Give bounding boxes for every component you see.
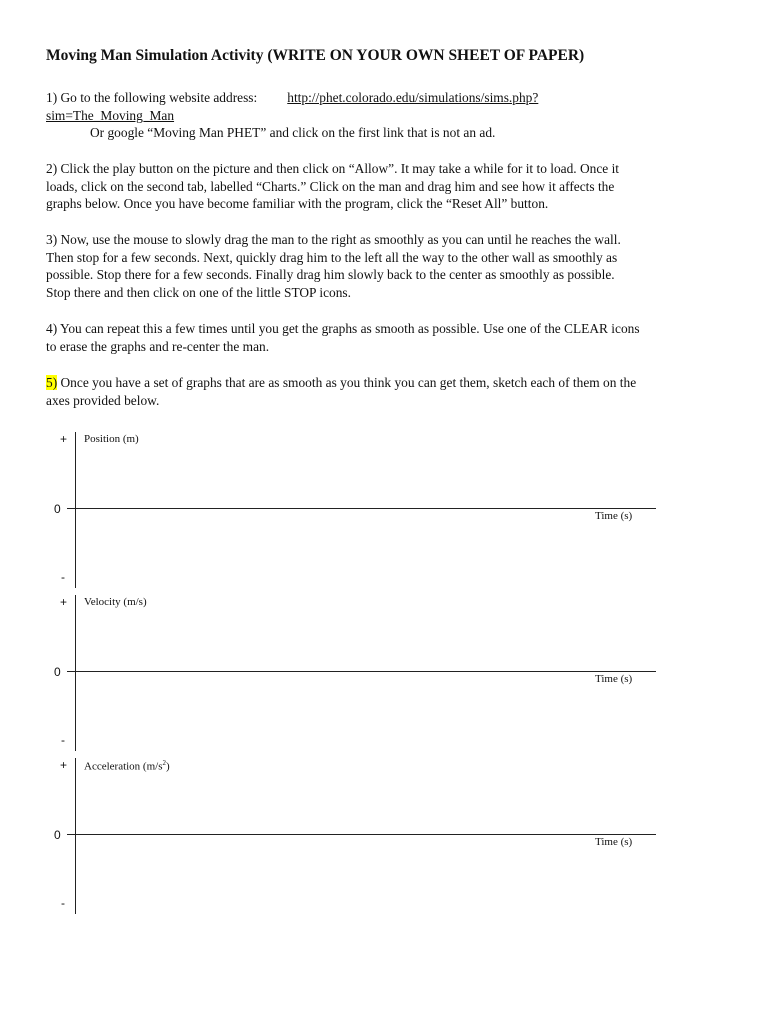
- website-url-link[interactable]: http://phet.colorado.edu/simulations/sims.php?: [287, 90, 539, 105]
- step-4: [46, 320, 736, 355]
- velocity-axis-label: Velocity (m/s): [84, 596, 147, 608]
- position-graph-axes: [0, 430, 768, 590]
- time-axis-label: Time (s): [595, 836, 633, 848]
- step-3-line: Stop there and then click on one of the little STOP icons.: [46, 284, 351, 300]
- acceleration-label-end: ): [166, 760, 170, 773]
- step-3-line: Then stop for a few seconds. Next, quickly drag him to the left all the way to the other wall as smoothly as: [46, 249, 618, 265]
- step-4-line: to erase the graphs and re-center the man.: [46, 338, 270, 354]
- acceleration-label-exponent: 2: [162, 759, 166, 767]
- velocity-graph-axes: [0, 593, 768, 753]
- step-2-line: 2) Click the play button on the picture and then click on “Allow”. It may take a while for it to load. Once it: [46, 161, 620, 176]
- step-3-line: possible. Stop there for a few seconds. Finally drag him slowly back to the center as smoothly as possible.: [46, 267, 615, 282]
- step-1: [46, 89, 736, 142]
- time-axis-label: Time (s): [595, 673, 633, 685]
- acceleration-graph-axes: [0, 756, 768, 916]
- y-axis: [75, 432, 76, 588]
- step-5-number-highlighted: 5): [46, 375, 58, 390]
- time-axis-label: Time (s): [595, 510, 633, 522]
- zero-marker: 0: [54, 828, 61, 842]
- step-5-line-1: [46, 374, 736, 392]
- step-1-alternative: Or google “Moving Man PHET” and click on the first link that is not an ad.: [90, 125, 496, 140]
- step-2-line: graphs below. Once you have become familiar with the program, click the “Reset All” button.: [46, 196, 549, 211]
- negative-marker: -: [61, 733, 65, 747]
- time-axis: [67, 671, 656, 672]
- time-axis: [67, 508, 656, 509]
- y-axis: [75, 758, 76, 914]
- step-2-line: loads, click on the second tab, labelled “Charts.” Click on the man and drag him and see how it affects the: [46, 178, 615, 194]
- step-4-line: 4) You can repeat this a few times until you get the graphs as smooth as possible. Use one of the CLEAR icons: [46, 321, 640, 336]
- step-5-text: Once you have a set of graphs that are as smooth as you think you can get them, sketch each of them on the: [57, 375, 637, 390]
- zero-marker: 0: [54, 502, 61, 516]
- y-axis: [75, 595, 76, 751]
- worksheet-title: Moving Man Simulation Activity (WRITE ON YOUR OWN SHEET OF PAPER): [46, 47, 585, 64]
- step-2: [46, 160, 736, 213]
- positive-marker: +: [60, 432, 68, 446]
- positive-marker: +: [60, 758, 68, 772]
- acceleration-axis-label: [84, 759, 170, 773]
- step-5: [46, 374, 736, 409]
- step-1-line-1: [46, 89, 736, 107]
- positive-marker: +: [60, 595, 68, 609]
- time-axis: [67, 834, 656, 835]
- position-axis-label: Position (m): [84, 433, 139, 445]
- step-3-line: 3) Now, use the mouse to slowly drag the man to the right as smoothly as you can until he reaches the wall.: [46, 232, 621, 247]
- negative-marker: -: [61, 896, 65, 910]
- step-1-prefix: 1) Go to the following website address:: [46, 90, 258, 105]
- step-3: [46, 231, 736, 301]
- negative-marker: -: [61, 570, 65, 584]
- zero-marker: 0: [54, 665, 61, 679]
- website-url-link-continued[interactable]: sim=The_Moving_Man: [46, 107, 175, 123]
- step-5-line-2: axes provided below.: [46, 392, 160, 408]
- acceleration-label-main: Acceleration (m/s: [84, 760, 163, 773]
